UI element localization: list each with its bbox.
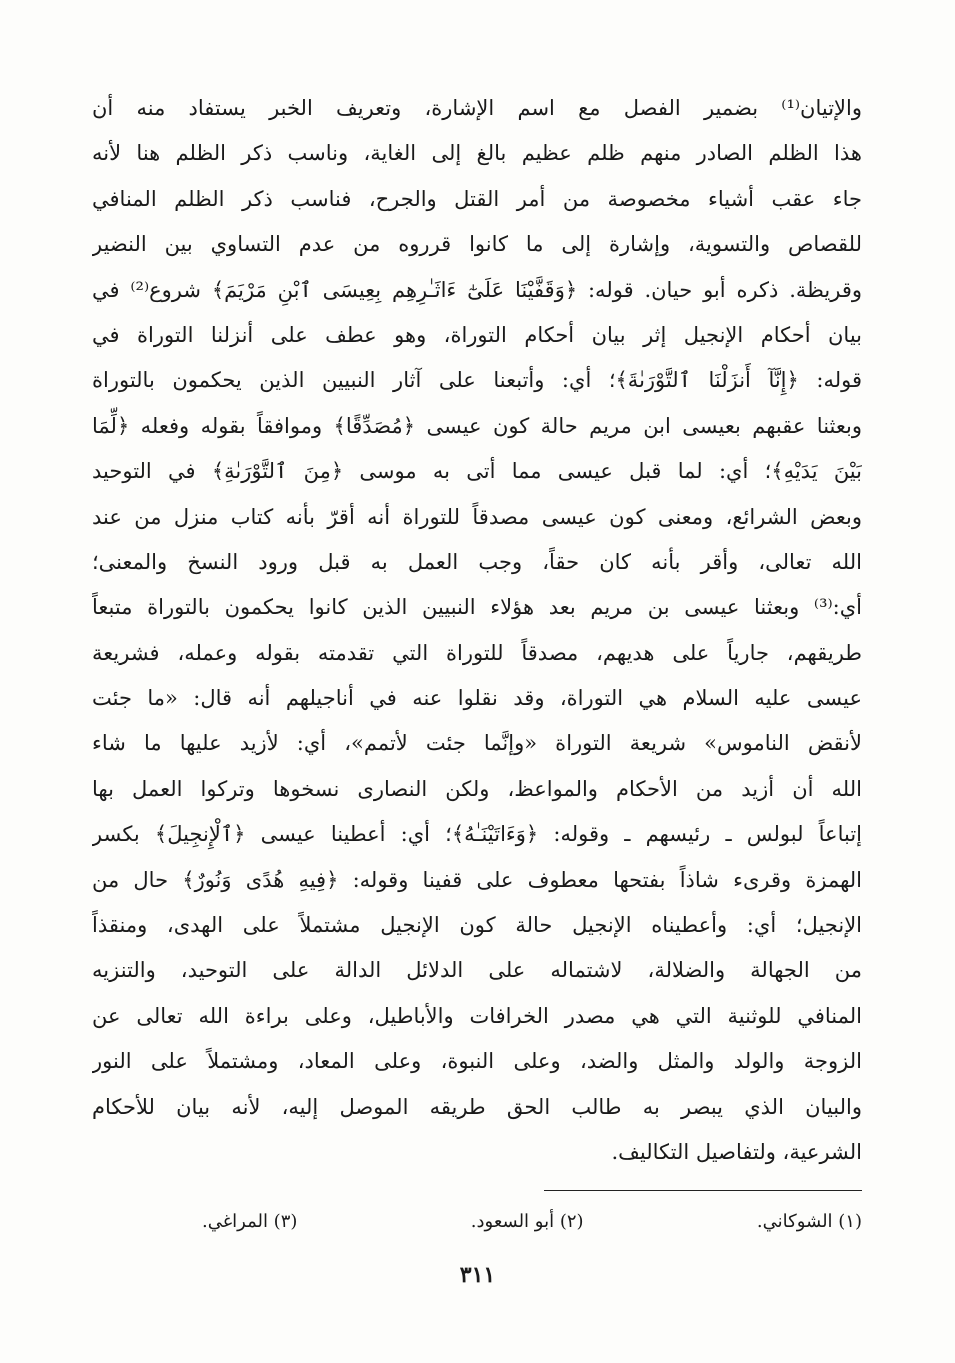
text-line: إتباعاً لبولس ـ رئيسهم ـ وقوله: ﴿وَءَاتَيْنَـٰهُ﴾؛ أي: أعطينا عيسى ﴿ٱلْإِنجِيلَ﴾ بكسر (92, 822, 862, 847)
page-number: ٣١١ (459, 1262, 496, 1288)
footnote-3: (٣) المراغي. (202, 1211, 298, 1232)
text-line: طريقهم، جارياً على هديهم، مصدقاً للتوراة التي تقدمته بقوله وعمله، فشريعة (92, 640, 862, 665)
text-line: وبعثنا عقبهم بعيسى ابن مريم حالة كون عيسى ﴿مُصَدِّقًا﴾ وموافقاً بقوله وفعله ﴿لِّمَا (92, 413, 862, 438)
text-line: وقريظة. ذكره أبو حيان. قوله: ﴿وَقَفَّيْنَا عَلَىٰٓ ءَاثَـٰرِهِم بِعِيسَى ٱبْنِ مَرْيَمَ﴾ شروع⁽²⁾ في (92, 277, 862, 302)
text-line: جاء عقب أشياء مخصوصة من أمر القتل والجرح، فناسب ذكر الظلم المنافي (92, 186, 862, 211)
text-line: الهمزة وقرىء شاذاً بفتحها معطوف على قفينا وقوله: ﴿فِيهِ هُدًى وَنُورٌ﴾ حال من (92, 867, 862, 892)
footnote-separator (544, 1190, 862, 1191)
footnote-1: (١) الشوكاني. (756, 1211, 862, 1232)
text-line: والبيان الذي يبصر به طالب الحق طريقه الموصل إليه، لأنه بيان للأحكام (92, 1094, 862, 1119)
text-line: من الجهالة والضلالة، لاشتماله على الدلائل الدالة على التوحيد، والتنزيه (92, 958, 862, 983)
text-line: للقصاص والتسوية، وإشارة إلى ما كانوا قرروه من عدم التساوي بين النضير (92, 232, 862, 257)
text-line: بيان أحكام الإنجيل إثر بيان أحكام التوراة، وهو عطف على أنزلنا التوراة في (92, 322, 862, 347)
text-line: بَيْنَ يَدَيْهِ﴾؛ أي: لما قبل عيسى مما أتى به موسى ﴿مِنَ ٱلتَّوْرَىٰةِ﴾ في التوحيد (92, 459, 862, 484)
text-line: الله أن أزيد من الأحكام والمواعظ، ولكن النصارى نسخوها وتركوا العمل بها (92, 776, 862, 801)
main-text-block (92, 86, 862, 1175)
text-line: عيسى عليه السلام هي التوراة، وقد نقلوا عنه في أناجيلهم أنه قال: «ما جئت (92, 686, 862, 711)
text-line: وبعض الشرائع، ومعنى كون عيسى مصدقاً للتوراة أنه أقرّ بأنه كتاب منزل من عند (92, 504, 862, 529)
text-line-last: الشرعية، ولتفاصيل التكاليف. (611, 1139, 862, 1164)
text-line: والإتيان⁽¹⁾ بضمير الفصل مع اسم الإشارة، وتعريف الخبر يستفاد منه أن (92, 96, 862, 120)
text-line: أي:⁽³⁾ وبعثنا عيسى بن مريم بعد هؤلاء النبيين الذين كانوا يحكمون بالتوراة متبعاً (92, 595, 862, 620)
text-line: الإنجيل؛ أي: وأعطيناه الإنجيل حالة كون الإنجيل مشتملاً على الهدى، ومنقذاً (92, 913, 862, 938)
text-line: قوله: ﴿إِنَّآ أَنزَلْنَا ٱلتَّوْرَىٰةَ﴾؛ أي: وأتبعنا على آثار النبيين الذين يحكمون بالتوراة (92, 368, 862, 393)
text-line: هذا الظلم الصادر منهم ظلم عظيم بالغ إلى الغاية، وناسب ذكر الظلم هنا لأنه (92, 141, 862, 166)
text-line: الله تعالى، وأقر بأنه كان حقاً، وجب العمل به قبل ورود النسخ والمعنى؛ (92, 549, 862, 574)
text-line: الزوجة والولد والمثل والضد، وعلى النبوة، وعلى المعاد، ومشتملاً على النور (92, 1049, 862, 1074)
text-line: المنافي للوثنية التي هي مصدر الخرافات والأباطيل، وعلى براءة الله تعالى عن (92, 1003, 862, 1028)
text-line: لأنقض الناموس» شريعة التوراة «وإنَّما جئت لأتمم»، أي: لأزيد عليها ما شاء (92, 731, 862, 756)
footnotes (202, 1206, 862, 1238)
footnote-2: (٢) أبو السعود. (470, 1211, 584, 1232)
